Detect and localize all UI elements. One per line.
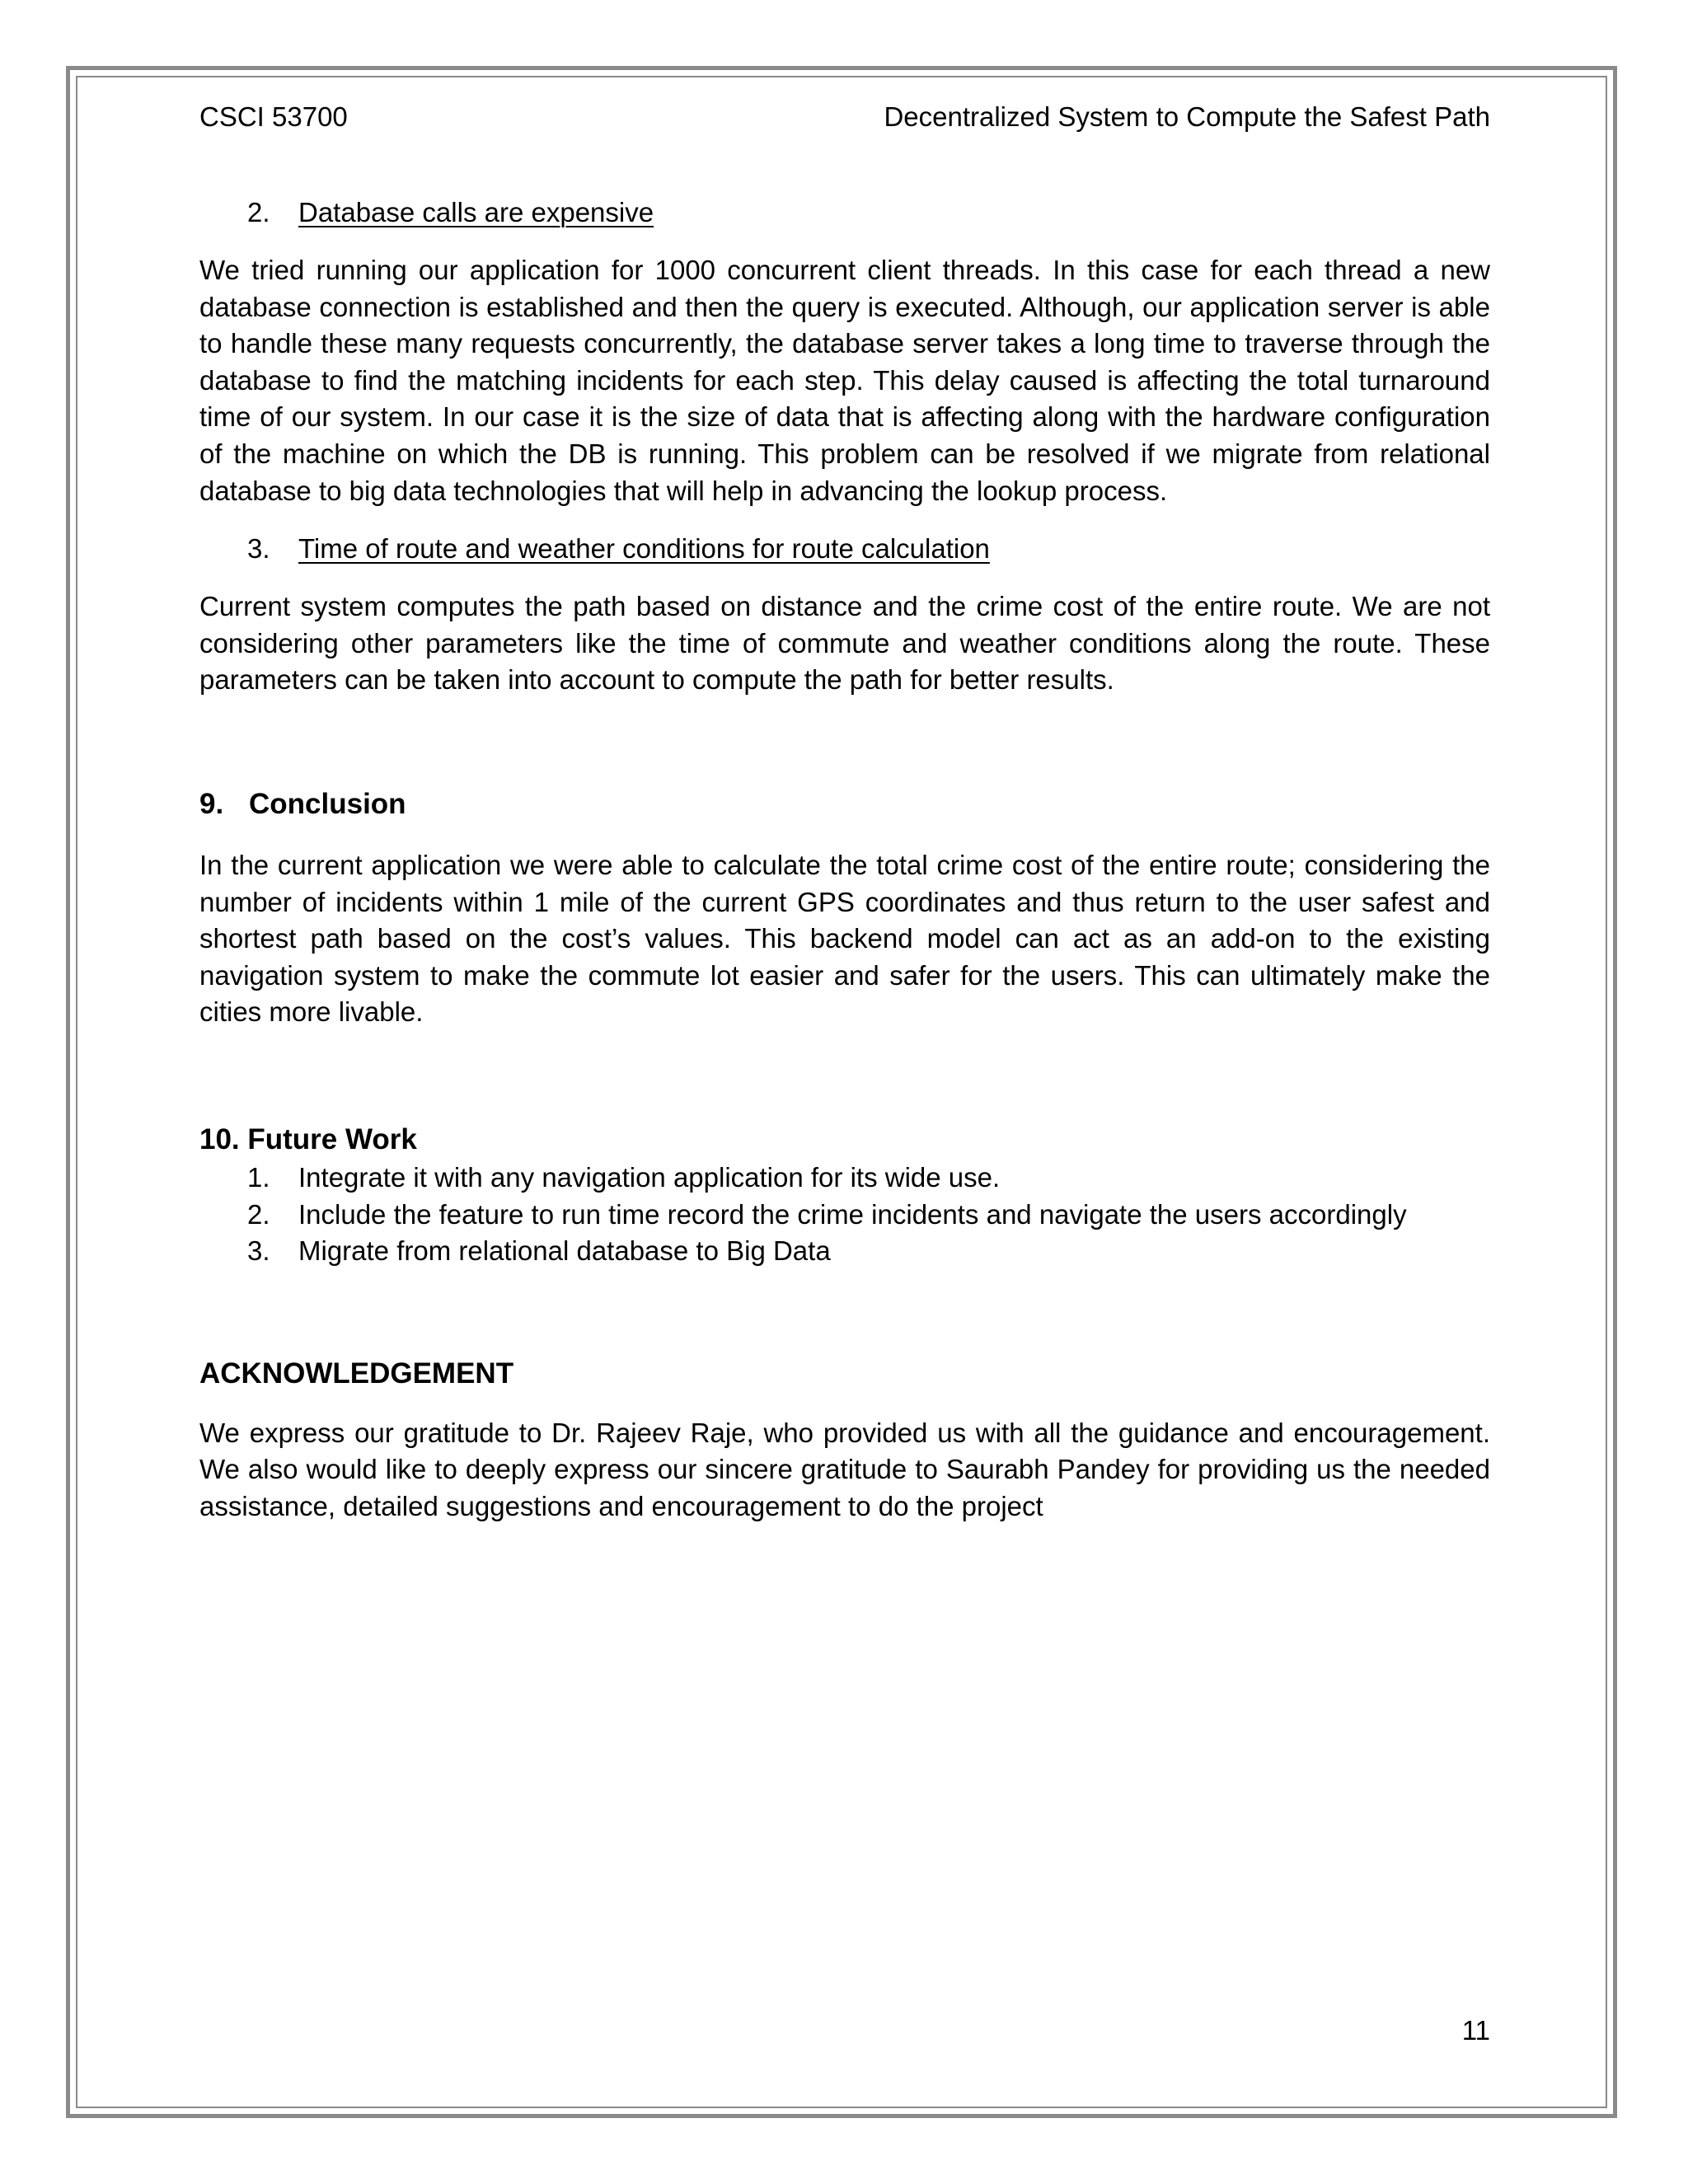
route-weather-paragraph: Current system computes the path based on distance and the crime cost of the entire route. We are not considering other parameters like the time of commute and weather conditions along the route. These parameters can be taken into account to compute the path for better results. bbox=[199, 591, 1490, 696]
conclusion-paragraph: In the current application we were able to calculate the total crime cost of the entire route; considering the number of incidents within 1 mile of the current GPS coordinates and thus return to the user safest and shortest path based on the cost’s values. This backend model can act as an add-on to the existing navigation system to make the commute lot easier and safer for the users. This can ultimately make the cities more livable. bbox=[199, 849, 1490, 1028]
list-item-text: Migrate from relational database to Big Data bbox=[298, 1235, 831, 1267]
list-item-number: 3. bbox=[247, 1235, 270, 1267]
acknowledgement-heading: ACKNOWLEDGEMENT bbox=[199, 1357, 514, 1390]
conclusion-title: Conclusion bbox=[249, 787, 406, 820]
list-item bbox=[199, 1160, 1490, 1197]
future-work-heading: 10. Future Work bbox=[199, 1122, 417, 1155]
header-course: CSCI 53700 bbox=[199, 101, 348, 132]
subsection-database-calls bbox=[199, 194, 1490, 231]
subsection-title: Time of route and weather conditions for route calculation bbox=[298, 533, 990, 565]
list-item-text: Integrate it with any navigation application for its wide use. bbox=[298, 1161, 1001, 1193]
subsection-route-weather bbox=[199, 531, 1490, 567]
list-item-number: 2. bbox=[247, 1198, 270, 1230]
database-calls-paragraph: We tried running our application for 1000 concurrent client threads. In this case for each thread a new database connection is established and then the query is executed. Although, our application server is able to handle these many requests concurrently, the database server takes a long time to traverse through the database to find the matching incidents for each step. This delay caused is affecting the total turnaround time of our system. In our case it is the size of data that is affecting along with the hardware configuration of the machine on which the DB is running. This problem can be resolved if we migrate from relational database to big data technologies that will help in advancing the lookup process. bbox=[199, 255, 1490, 506]
acknowledgement-paragraph: We express our gratitude to Dr. Rajeev Raje, who provided us with all the guidance and encouragement. We also would like to deeply express our sincere gratitude to Saurabh Pandey for providing us the needed assistance, detailed suggestions and encouragement to do the project bbox=[199, 1417, 1490, 1521]
header-title: Decentralized System to Compute the Safest Path bbox=[884, 101, 1490, 132]
list-item bbox=[199, 1197, 1490, 1234]
subsection-number: 2. bbox=[247, 197, 270, 227]
conclusion-number: 9. bbox=[199, 787, 224, 820]
list-item-text: Include the feature to run time record the crime incidents and navigate the users accordingly bbox=[298, 1198, 1407, 1230]
subsection-title: Database calls are expensive bbox=[298, 197, 654, 227]
list-item-number: 1. bbox=[247, 1161, 270, 1193]
subsection-number: 3. bbox=[247, 533, 270, 565]
conclusion-heading bbox=[199, 785, 1490, 824]
running-header bbox=[199, 99, 1490, 135]
page-content bbox=[199, 99, 1490, 1525]
future-work-list bbox=[199, 1160, 1490, 1270]
list-item bbox=[199, 1233, 1490, 1270]
page-number: 11 bbox=[1461, 2015, 1490, 2046]
